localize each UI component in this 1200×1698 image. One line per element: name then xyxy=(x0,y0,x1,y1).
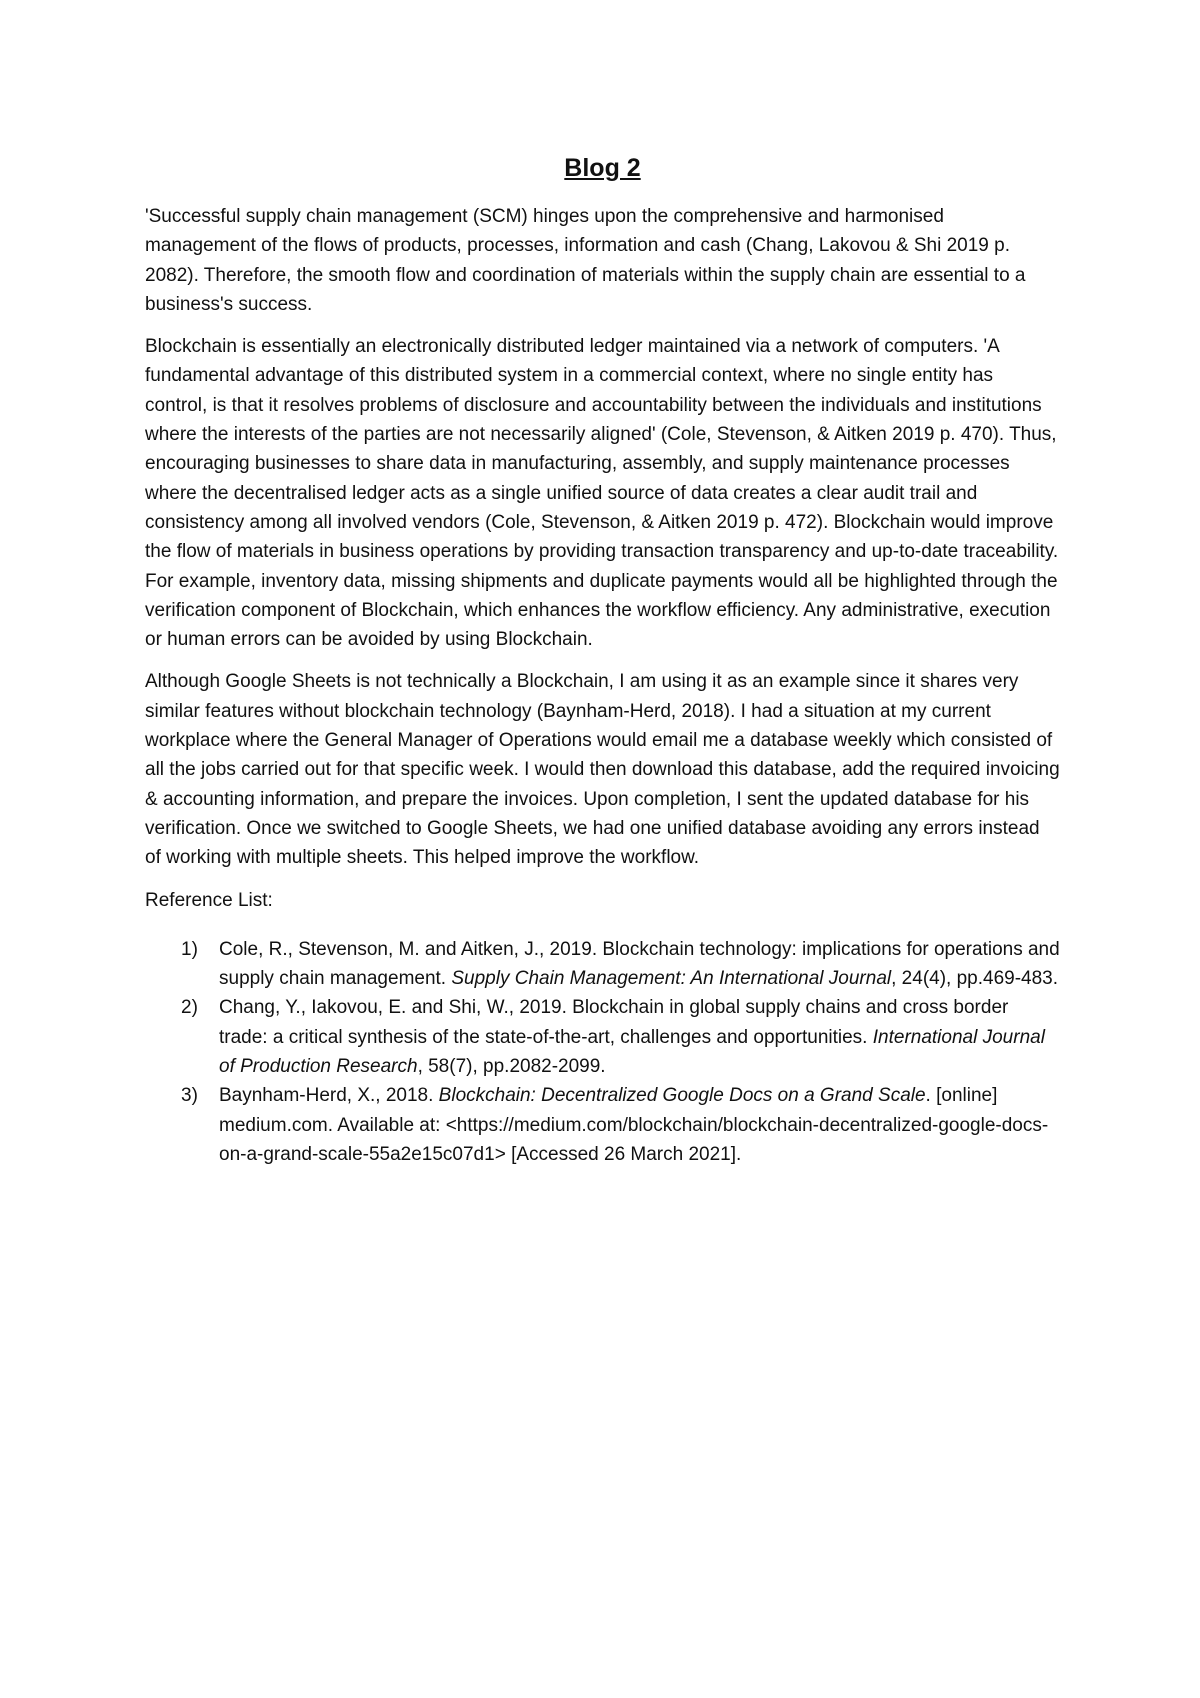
reference-title: Blockchain: Decentralized Google Docs on a Grand Scale xyxy=(438,1085,926,1107)
reference-text: Baynham-Herd, X., 2018. xyxy=(219,1085,439,1107)
reference-text: Chang, Y., Iakovou, E. and Shi, W., 2019. Blockchain in global supply chains and cross border trade: a critical synthesis of the state-of-the-art, challenges and opportunities. xyxy=(219,997,1009,1048)
paragraph-scm-intro: 'Successful supply chain management (SCM) hinges upon the comprehensive and harmonised management of the flows of products, processes, information and cash (Chang, Lakovou & Shi 2019 p. 2082). Therefore, the smooth flow and coordination of materials within the supply chain are essential to a business's success. xyxy=(145,206,1026,315)
reference-details: , 24(4), pp.469-483. xyxy=(891,968,1059,990)
reference-details: . [online] medium.com. Available at: <https://medium.com/blockchain/blockchain-decentralized-google-docs-on-a-grand-scale-55a2e15c07d1> [Accessed 26 March 2021]. xyxy=(219,1085,1049,1165)
reference-number: 1) xyxy=(181,938,198,960)
reference-number: 3) xyxy=(181,1085,198,1107)
reference-list-heading: Reference List: xyxy=(145,889,273,911)
reference-journal: Supply Chain Management: An International Journal xyxy=(451,968,892,990)
reference-list xyxy=(145,935,1060,1169)
document-page xyxy=(145,150,1060,1169)
reference-details: , 58(7), pp.2082-2099. xyxy=(417,1056,606,1078)
reference-journal: International Journal of Production Research xyxy=(219,1026,1045,1078)
page-title: Blog 2 xyxy=(564,154,641,182)
reference-item xyxy=(145,935,1060,994)
paragraph-google-sheets: Although Google Sheets is not technically a Blockchain, I am using it as an example since it shares very similar features without blockchain technology (Baynham-Herd, 2018). I had a situation at my current workplace where the General Manager of Operations would email me a database weekly which consisted of all the jobs carried out for that specific week. I would then download this database, add the required invoicing & accounting information, and prepare the invoices. Upon completion, I sent the updated database for his verification. Once we switched to Google Sheets, we had one unified database avoiding any errors instead of working with multiple sheets. This helped improve the workflow. xyxy=(145,671,1060,869)
reference-item xyxy=(145,1081,1060,1169)
reference-item xyxy=(145,993,1060,1081)
paragraph-blockchain: Blockchain is essentially an electronically distributed ledger maintained via a network of computers. 'A fundamental advantage of this distributed system in a commercial context, where no single entity has control, is that it resolves problems of disclosure and accountability between the individuals and institutions where the interests of the parties are not necessarily aligned' (Cole, Stevenson, & Aitken 2019 p. 470). Thus, encouraging businesses to share data in manufacturing, assembly, and supply maintenance processes where the decentralised ledger acts as a single unified source of data creates a clear audit trail and consistency among all involved vendors (Cole, Stevenson, & Aitken 2019 p. 472). Blockchain would improve the flow of materials in business operations by providing transaction transparency and up-to-date traceability. For example, inventory data, missing shipments and duplicate payments would all be highlighted through the verification component of Blockchain, which enhances the workflow efficiency. Any administrative, execution or human errors can be avoided by using Blockchain. xyxy=(145,336,1059,651)
reference-text: Cole, R., Stevenson, M. and Aitken, J., 2019. Blockchain technology: implications for operations and supply chain management. xyxy=(219,938,1060,990)
reference-number: 2) xyxy=(181,997,198,1019)
